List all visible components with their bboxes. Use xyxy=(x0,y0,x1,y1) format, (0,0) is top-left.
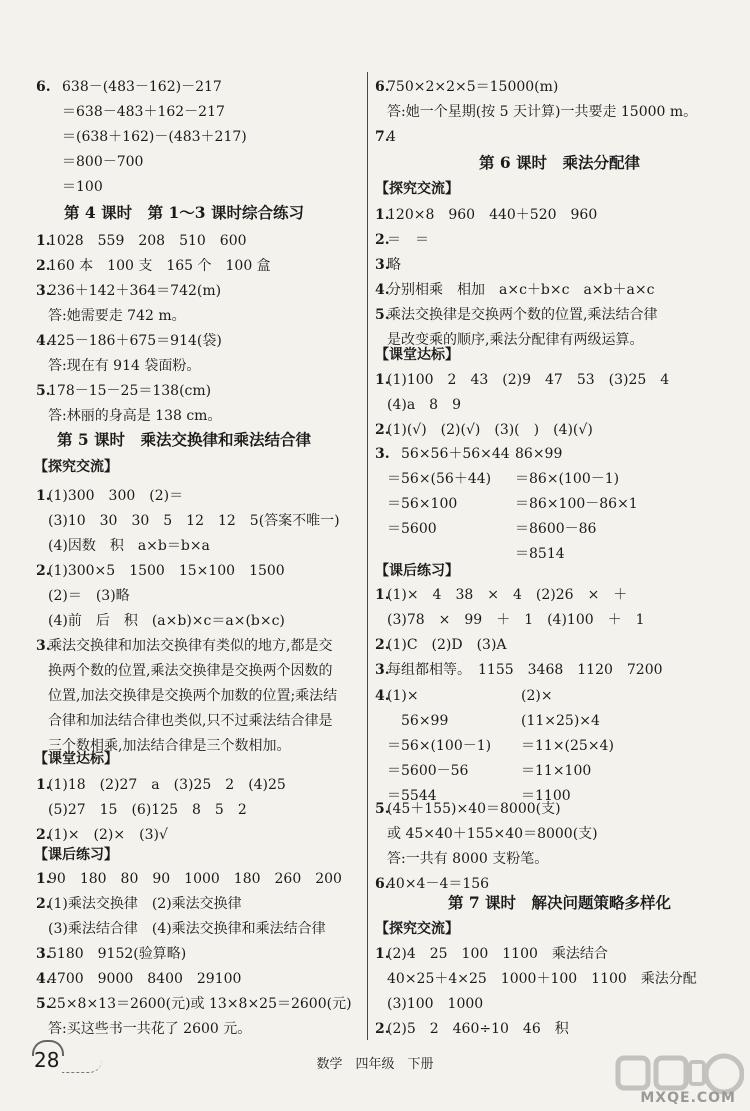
item-number: 5. xyxy=(36,996,51,1012)
page-number: 28 xyxy=(34,1048,60,1072)
answer-line: (1)乘法交换律 (2)乘法交换律 xyxy=(48,896,242,912)
calc-line: ＝(638＋162)－(483＋217) xyxy=(62,129,247,145)
section-heading-class: 【课堂达标】 xyxy=(375,347,459,363)
section-heading-after: 【课后练习】 xyxy=(34,847,118,863)
item-number: 4. xyxy=(375,688,390,704)
answer-line: 是改变乘的顺序,乘法分配律有两级运算。 xyxy=(387,332,644,348)
answer-line: (3)乘法结合律 (4)乘法交换律和乘法结合律 xyxy=(48,921,326,937)
item-number: 3. xyxy=(375,446,390,462)
answer-line: 120×8 960 440＋520 960 xyxy=(387,207,598,223)
answer-line: (1)300×5 1500 15×100 1500 xyxy=(48,563,285,579)
column-divider xyxy=(367,72,368,1040)
item-number: 7. xyxy=(375,129,390,145)
answer-line: (1)× (2)× (3)√ xyxy=(48,827,168,843)
answer-line: (3)100 1000 xyxy=(387,996,484,1012)
calc-line: ＝100 xyxy=(62,179,103,195)
answer-line: 40×25＋4×25 1000＋100 1100 乘法分配 xyxy=(387,971,697,987)
answer-line: 40×4－4＝156 xyxy=(387,876,490,892)
calc-line: ＝56×(100－1) xyxy=(387,738,492,754)
lesson-title: 第 6 课时 乘法分配律 xyxy=(478,153,641,172)
item-number: 6. xyxy=(375,79,390,95)
answer-line: 每组都相等。 1155 3468 1120 7200 xyxy=(387,662,663,678)
item-number: 3. xyxy=(36,283,51,299)
item-number: 1. xyxy=(36,871,51,887)
item-number: 4. xyxy=(36,333,51,349)
answer-line: 160 本 100 支 165 个 100 盒 xyxy=(48,258,271,274)
item-number: 1. xyxy=(375,587,390,603)
calc-line: 86×99 xyxy=(515,446,563,462)
calc-line: ＝86×100－86×1 xyxy=(515,496,638,512)
answer-line: 换两个数的位置,乘法交换律是交换两个因数的 xyxy=(48,663,333,679)
item-number: 2. xyxy=(375,232,390,248)
section-heading-explore: 【探究交流】 xyxy=(375,181,459,197)
item-number: 1. xyxy=(36,777,51,793)
calc-line: ＝86×(100－1) xyxy=(515,471,620,487)
item-number: 2. xyxy=(375,422,390,438)
item-number: 2. xyxy=(36,896,51,912)
item-number: 3. xyxy=(375,662,390,678)
item-number: 3. xyxy=(375,257,390,273)
section-heading-explore: 【探究交流】 xyxy=(375,921,459,937)
answer-line: 乘法交换律是交换两个数的位置,乘法结合律 xyxy=(387,307,658,323)
answer-line: 三个数相乘,加法结合律是三个数相加。 xyxy=(48,738,291,754)
calc-line: 638－(483－162)－217 xyxy=(62,79,222,95)
answer-line: (2)＝ (3)略 xyxy=(48,588,130,604)
calc-line: (11×25)×4 xyxy=(521,713,600,729)
item-number: 2. xyxy=(36,563,51,579)
answer-line: 90 180 80 90 1000 180 260 200 xyxy=(48,871,342,887)
lesson-title: 第 4 课时 第 1～3 课时综合练习 xyxy=(64,203,304,222)
calc-line: ＝1100 xyxy=(521,788,571,804)
item-number: 5. xyxy=(375,801,390,817)
answer-line: 236＋142＋364＝742(m) xyxy=(48,283,222,299)
calc-line: 56×56＋56×44 xyxy=(387,446,510,462)
item-number: 1. xyxy=(36,488,51,504)
item-number: 3. xyxy=(36,638,51,654)
lesson-title: 第 5 课时 乘法交换律和乘法结合律 xyxy=(56,430,312,449)
lesson-title: 第 7 课时 解决问题策略多样化 xyxy=(447,893,672,912)
answer-line: 答:一共有 8000 支粉笔。 xyxy=(387,851,549,867)
item-number: 1. xyxy=(36,233,51,249)
answer-line: 425－186＋675＝914(袋) xyxy=(48,333,222,349)
answer-line: (45＋155)×40＝8000(支) xyxy=(387,801,561,817)
answer-line: 位置,加法交换律是交换两个加数的位置;乘法结 xyxy=(48,688,338,704)
answer-line: 4700 9000 8400 29100 xyxy=(48,971,242,987)
answer-line: 答:她需要走 742 m。 xyxy=(48,308,186,324)
calc-line: 56×99 xyxy=(387,713,449,729)
calc-line: ＝5600 xyxy=(387,521,437,537)
answer-line: (1)× 4 38 × 4 (2)26 × ＋ xyxy=(387,587,628,603)
answer-line: (2)4 25 100 1100 乘法结合 xyxy=(387,946,608,962)
calc-line: ＝5544 xyxy=(387,788,437,804)
item-number: 1. xyxy=(375,372,390,388)
answer-line: 合律和加法结合律也类似,只不过乘法结合律是 xyxy=(48,713,333,729)
answer-line: (1)C (2)D (3)A xyxy=(387,637,507,653)
answer-line: 25×8×13＝2600(元)或 13×8×25＝2600(元) xyxy=(48,996,352,1012)
answer-line: 或 45×40＋155×40＝8000(支) xyxy=(387,826,598,842)
item-number: 2. xyxy=(375,637,390,653)
item-number: 5. xyxy=(36,383,51,399)
answer-line: ＝ ＝ xyxy=(387,232,429,248)
answer-line: (4)因数 积 a×b＝b×a xyxy=(48,538,210,554)
answer-line: 750×2×2×5＝15000(m) xyxy=(387,79,559,95)
answer-line: 答:她一个星期(按 5 天计算)一共要走 15000 m。 xyxy=(387,104,698,120)
item-number: 2. xyxy=(36,827,51,843)
answer-line: 4 xyxy=(387,129,396,145)
item-number: 2. xyxy=(36,258,51,274)
answer-line: 答:林丽的身高是 138 cm。 xyxy=(48,408,222,424)
answer-line: 略 xyxy=(387,257,401,273)
calc-line: ＝638－483＋162－217 xyxy=(62,104,225,120)
item-number: 6. xyxy=(36,79,51,95)
watermark-url: MXQE.COM xyxy=(640,1090,736,1106)
item-number: 5. xyxy=(375,307,390,323)
calc-line: ＝800－700 xyxy=(62,154,144,170)
answer-line: 分别相乘 相加 a×c＋b×c a×b＋a×c xyxy=(387,282,655,298)
answer-line: (4)a 8 9 xyxy=(387,397,461,413)
calc-line: ＝8514 xyxy=(515,546,565,562)
answer-line: 1028 559 208 510 600 xyxy=(48,233,247,249)
answer-line: 乘法交换律和加法交换律有类似的地方,都是交 xyxy=(48,638,333,654)
item-number: 4. xyxy=(375,282,390,298)
answer-line: (1)18 (2)27 a (3)25 2 (4)25 xyxy=(48,777,286,793)
calc-line: ＝11×(25×4) xyxy=(521,738,614,754)
answer-line: (3)78 × 99 ＋ 1 (4)100 ＋ 1 xyxy=(387,612,645,628)
answer-line: (1)300 300 (2)＝ xyxy=(48,488,184,504)
answer-line: 5180 9152(验算略) xyxy=(48,946,187,962)
item-number: 2. xyxy=(375,1021,390,1037)
answer-line: (3)10 30 30 5 12 12 5(答案不唯一) xyxy=(48,513,340,529)
answer-line: (5)27 15 (6)125 8 5 2 xyxy=(48,802,247,818)
answer-line: 178－15－25＝138(cm) xyxy=(48,383,212,399)
calc-line: ＝56×(56＋44) xyxy=(387,471,492,487)
item-number: 6. xyxy=(375,876,390,892)
footer-subject: 数学 四年级 下册 xyxy=(316,1057,434,1072)
item-number: 1. xyxy=(375,207,390,223)
answer-line: 答:现在有 914 袋面粉。 xyxy=(48,358,201,374)
item-number: 1. xyxy=(375,946,390,962)
section-heading-after: 【课后练习】 xyxy=(375,563,459,579)
answer-line: (1)100 2 43 (2)9 47 53 (3)25 4 xyxy=(387,372,670,388)
section-heading-class: 【课堂达标】 xyxy=(34,751,118,767)
calc-line: (2)× xyxy=(521,688,553,704)
answer-line: (1)(√) (2)(√) (3)( ) (4)(√) xyxy=(387,422,593,438)
item-number: 4. xyxy=(36,971,51,987)
calc-line: ＝56×100 xyxy=(387,496,458,512)
calc-line: ＝5600－56 xyxy=(387,763,469,779)
calc-line: (1)× xyxy=(387,688,419,704)
calc-line: ＝8600－86 xyxy=(515,521,597,537)
item-number: 3. xyxy=(36,946,51,962)
answer-line: 答:买这些书一共花了 2600 元。 xyxy=(48,1021,252,1037)
calc-line: ＝11×100 xyxy=(521,763,592,779)
section-heading-explore: 【探究交流】 xyxy=(34,459,118,475)
answer-line: (4)前 后 积 (a×b)×c＝a×(b×c) xyxy=(48,613,285,629)
answer-line: (2)5 2 460÷10 46 积 xyxy=(387,1021,569,1037)
